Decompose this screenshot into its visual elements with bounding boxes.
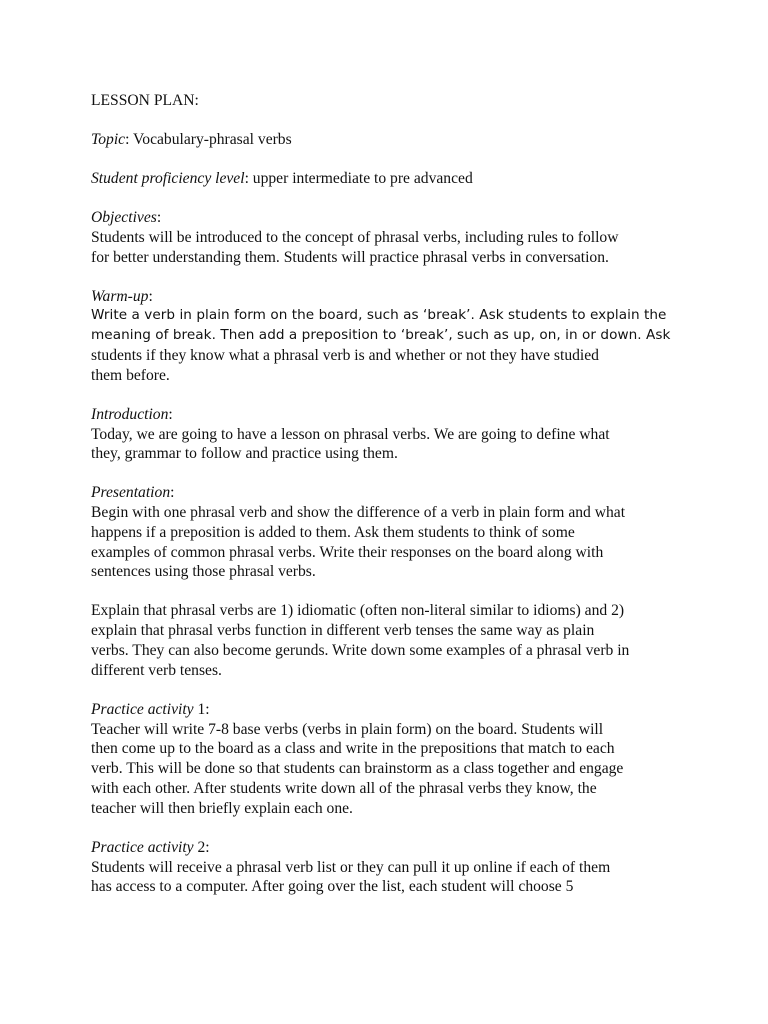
practice-activity-2-section	[91, 838, 691, 897]
heading-text: LESSON PLAN:	[91, 92, 199, 109]
warmup-text-line: them before.	[91, 366, 170, 384]
presentation-label: Presentation	[91, 484, 171, 502]
warmup-label: Warm-up	[91, 287, 149, 305]
warmup-text-line: Write a verb in plain form on the board, such as ‘break’. Ask students to explain the	[91, 307, 667, 324]
explain-text-line: Explain that phrasal verbs are 1) idiomatic (often non-literal similar to idioms) and 2)	[91, 602, 625, 620]
level-label: Student proficiency level	[91, 169, 245, 187]
explain-text-line: explain that phrasal verbs function in different verb tenses the same way as plain	[91, 622, 595, 640]
introduction-label: Introduction	[91, 405, 169, 423]
practice1-text-line: with each other. After students write down all of the phrasal verbs they know, the	[91, 780, 597, 798]
explain-section	[91, 601, 691, 680]
introduction-heading: Introduction:	[91, 405, 173, 423]
presentation-section	[91, 483, 691, 582]
presentation-text-line: sentences using those phrasal verbs.	[91, 563, 316, 581]
practice1-text-line: then come up to the board as a class and write in the prepositions that match to each	[91, 740, 615, 758]
document-page	[91, 91, 691, 916]
introduction-section	[91, 405, 691, 464]
presentation-text-line: happens if a preposition is added to them. Ask them students to think of some	[91, 523, 575, 541]
presentation-text-line: Begin with one phrasal verb and show the difference of a verb in plain form and what	[91, 504, 626, 522]
objectives-heading: Objectives:	[91, 208, 162, 226]
practice2-label: Practice activity	[91, 838, 194, 856]
lesson-plan-heading	[91, 91, 691, 111]
presentation-heading: Presentation:	[91, 484, 175, 502]
topic-label: Topic	[91, 130, 126, 148]
practice1-label: Practice activity	[91, 700, 194, 718]
practice2-heading: Practice activity 2:	[91, 838, 210, 856]
warmup-text-line: students if they know what a phrasal verb is and whether or not they have studied	[91, 346, 599, 364]
practice2-text-line: Students will receive a phrasal verb list or they can pull it up online if each of them	[91, 858, 611, 876]
practice1-text-line: teacher will then briefly explain each one.	[91, 799, 353, 817]
practice1-text-line: Teacher will write 7-8 base verbs (verbs in plain form) on the board. Students will	[91, 720, 604, 738]
practice1-heading: Practice activity 1:	[91, 700, 210, 718]
topic-line	[91, 130, 691, 150]
introduction-text-line: Today, we are going to have a lesson on phrasal verbs. We are going to define what	[91, 425, 610, 443]
objectives-text-line: Students will be introduced to the concept of phrasal verbs, including rules to follow	[91, 228, 619, 246]
warmup-heading: Warm-up:	[91, 287, 153, 305]
objectives-label: Objectives	[91, 208, 157, 226]
topic-value: : Vocabulary-phrasal verbs	[125, 130, 292, 148]
explain-text-line: verbs. They can also become gerunds. Write down some examples of a phrasal verb in	[91, 642, 630, 660]
warmup-section	[91, 287, 691, 386]
presentation-text-line: examples of common phrasal verbs. Write their responses on the board along with	[91, 543, 604, 561]
explain-text-line: different verb tenses.	[91, 661, 222, 679]
practice1-text-line: verb. This will be done so that students can brainstorm as a class together and engage	[91, 760, 624, 778]
practice2-text-line: has access to a computer. After going over the list, each student will choose 5	[91, 878, 574, 896]
practice-activity-1-section	[91, 700, 691, 819]
objectives-text-line: for better understanding them. Students will practice phrasal verbs in conversation.	[91, 248, 609, 266]
introduction-text-line: they, grammar to follow and practice using them.	[91, 445, 398, 463]
objectives-section	[91, 208, 691, 267]
level-line	[91, 169, 691, 189]
warmup-text-line: meaning of break. Then add a preposition to ‘break’, such as up, on, in or down. Ask	[91, 327, 671, 344]
level-value: : upper intermediate to pre advanced	[244, 169, 473, 187]
